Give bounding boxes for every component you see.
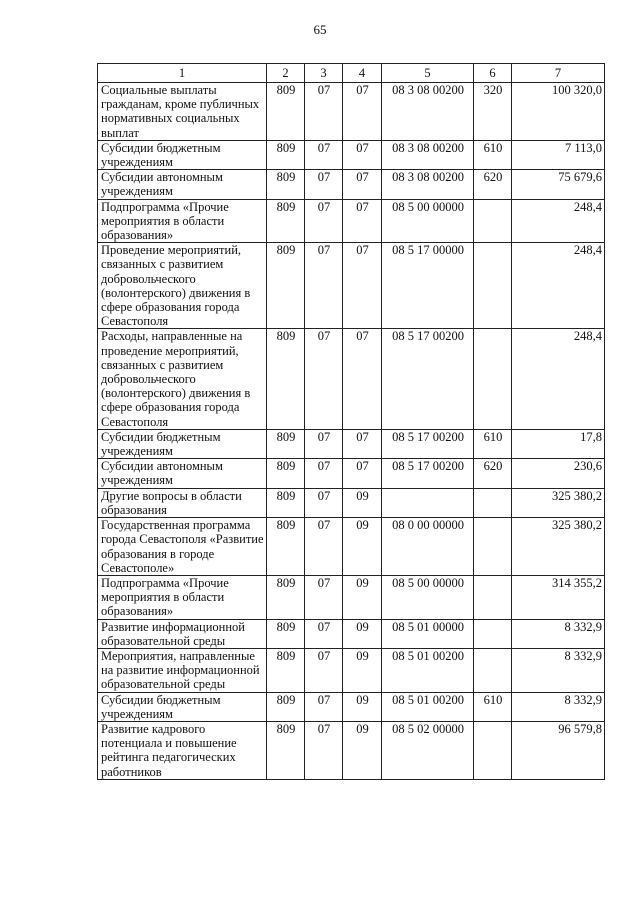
row-section-cell: 07 [305, 199, 343, 243]
row-section-cell: 07 [305, 488, 343, 517]
row-amount-cell: 8 332,9 [512, 619, 605, 648]
row-section-cell: 07 [305, 170, 343, 199]
row-ved-cell: 809 [267, 329, 305, 429]
row-expense-type-cell [474, 243, 512, 329]
row-amount-cell: 248,4 [512, 199, 605, 243]
table-row [98, 692, 605, 721]
page-number: 65 [313, 22, 327, 37]
row-amount-cell: 248,4 [512, 243, 605, 329]
table-row [98, 721, 605, 779]
row-name-cell: Развитие информационной образовательной среды [98, 619, 267, 648]
row-ved-cell: 809 [267, 199, 305, 243]
row-ved-cell: 809 [267, 721, 305, 779]
row-target-article-cell: 08 5 01 00200 [382, 692, 474, 721]
row-target-article-cell: 08 5 02 00000 [382, 721, 474, 779]
row-amount-cell: 17,8 [512, 429, 605, 458]
row-expense-type-cell: 620 [474, 170, 512, 199]
row-amount-cell: 100 320,0 [512, 83, 605, 141]
row-section-cell: 07 [305, 459, 343, 488]
table-row [98, 170, 605, 199]
row-subsection-cell: 07 [343, 329, 382, 429]
row-name-cell: Социальные выплаты гражданам, кроме публичных нормативных социальных выплат [98, 83, 267, 141]
header-col-5: 5 [382, 64, 474, 83]
row-name-cell: Субсидии бюджетным учреждениям [98, 692, 267, 721]
row-amount-cell: 325 380,2 [512, 488, 605, 517]
row-expense-type-cell: 610 [474, 429, 512, 458]
row-section-cell: 07 [305, 619, 343, 648]
table-row [98, 199, 605, 243]
row-section-cell: 07 [305, 83, 343, 141]
budget-table [97, 63, 605, 780]
table-row [98, 575, 605, 619]
row-target-article-cell: 08 5 00 00000 [382, 199, 474, 243]
row-target-article-cell [382, 488, 474, 517]
row-ved-cell: 809 [267, 575, 305, 619]
row-subsection-cell: 09 [343, 648, 382, 692]
row-name-cell: Субсидии автономным учреждениям [98, 459, 267, 488]
row-name-cell: Государственная программа города Севастополя «Развитие образования в городе Севастополе» [98, 518, 267, 576]
header-col-6: 6 [474, 64, 512, 83]
row-subsection-cell: 07 [343, 199, 382, 243]
row-target-article-cell: 08 5 17 00200 [382, 429, 474, 458]
row-section-cell: 07 [305, 243, 343, 329]
row-subsection-cell: 09 [343, 518, 382, 576]
row-ved-cell: 809 [267, 140, 305, 169]
row-subsection-cell: 07 [343, 83, 382, 141]
row-amount-cell: 7 113,0 [512, 140, 605, 169]
row-amount-cell: 230,6 [512, 459, 605, 488]
row-ved-cell: 809 [267, 243, 305, 329]
row-name-cell: Расходы, направленные на проведение мероприятий, связанных с развитием добровольческого (волонтерского) движения в сфере образования города Севастополя [98, 329, 267, 429]
table-row [98, 488, 605, 517]
row-target-article-cell: 08 3 08 00200 [382, 170, 474, 199]
row-section-cell: 07 [305, 429, 343, 458]
row-ved-cell: 809 [267, 648, 305, 692]
row-expense-type-cell [474, 199, 512, 243]
row-expense-type-cell: 620 [474, 459, 512, 488]
header-col-1: 1 [98, 64, 267, 83]
row-subsection-cell: 09 [343, 721, 382, 779]
row-name-cell: Проведение мероприятий, связанных с развитием добровольческого (волонтерского) движения в сфере образования города Севастополя [98, 243, 267, 329]
table-row [98, 619, 605, 648]
table-row [98, 648, 605, 692]
row-target-article-cell: 08 5 00 00000 [382, 575, 474, 619]
row-target-article-cell: 08 0 00 00000 [382, 518, 474, 576]
row-subsection-cell: 07 [343, 170, 382, 199]
table-row [98, 243, 605, 329]
table-row [98, 518, 605, 576]
row-ved-cell: 809 [267, 619, 305, 648]
header-col-3: 3 [305, 64, 343, 83]
table-row [98, 459, 605, 488]
row-name-cell: Субсидии автономным учреждениям [98, 170, 267, 199]
row-section-cell: 07 [305, 692, 343, 721]
table-row [98, 83, 605, 141]
row-expense-type-cell [474, 648, 512, 692]
row-section-cell: 07 [305, 721, 343, 779]
row-section-cell: 07 [305, 518, 343, 576]
row-ved-cell: 809 [267, 488, 305, 517]
row-ved-cell: 809 [267, 83, 305, 141]
row-amount-cell: 96 579,8 [512, 721, 605, 779]
row-amount-cell: 325 380,2 [512, 518, 605, 576]
row-target-article-cell: 08 3 08 00200 [382, 83, 474, 141]
row-target-article-cell: 08 5 01 00000 [382, 619, 474, 648]
row-target-article-cell: 08 3 08 00200 [382, 140, 474, 169]
row-target-article-cell: 08 5 17 00200 [382, 459, 474, 488]
row-ved-cell: 809 [267, 429, 305, 458]
row-ved-cell: 809 [267, 459, 305, 488]
row-name-cell: Субсидии бюджетным учреждениям [98, 429, 267, 458]
row-subsection-cell: 07 [343, 140, 382, 169]
table-row [98, 429, 605, 458]
row-subsection-cell: 09 [343, 488, 382, 517]
table-row [98, 329, 605, 429]
header-col-2: 2 [267, 64, 305, 83]
row-ved-cell: 809 [267, 518, 305, 576]
row-expense-type-cell [474, 488, 512, 517]
row-name-cell: Развитие кадрового потенциала и повышение рейтинга педагогических работников [98, 721, 267, 779]
row-amount-cell: 314 355,2 [512, 575, 605, 619]
row-amount-cell: 248,4 [512, 329, 605, 429]
row-expense-type-cell: 320 [474, 83, 512, 141]
row-expense-type-cell [474, 329, 512, 429]
row-section-cell: 07 [305, 648, 343, 692]
row-subsection-cell: 09 [343, 575, 382, 619]
table-row [98, 140, 605, 169]
row-amount-cell: 8 332,9 [512, 692, 605, 721]
row-expense-type-cell: 610 [474, 692, 512, 721]
row-subsection-cell: 07 [343, 429, 382, 458]
row-target-article-cell: 08 5 01 00200 [382, 648, 474, 692]
row-target-article-cell: 08 5 17 00200 [382, 329, 474, 429]
row-section-cell: 07 [305, 575, 343, 619]
row-amount-cell: 8 332,9 [512, 648, 605, 692]
header-col-7: 7 [512, 64, 605, 83]
row-name-cell: Другие вопросы в области образования [98, 488, 267, 517]
row-expense-type-cell [474, 721, 512, 779]
row-subsection-cell: 09 [343, 692, 382, 721]
row-expense-type-cell [474, 518, 512, 576]
row-name-cell: Субсидии бюджетным учреждениям [98, 140, 267, 169]
row-section-cell: 07 [305, 140, 343, 169]
row-amount-cell: 75 679,6 [512, 170, 605, 199]
row-subsection-cell: 07 [343, 459, 382, 488]
row-name-cell: Подпрограмма «Прочие мероприятия в области образования» [98, 199, 267, 243]
row-expense-type-cell [474, 619, 512, 648]
row-ved-cell: 809 [267, 170, 305, 199]
row-ved-cell: 809 [267, 692, 305, 721]
row-expense-type-cell: 610 [474, 140, 512, 169]
row-name-cell: Подпрограмма «Прочие мероприятия в области образования» [98, 575, 267, 619]
row-subsection-cell: 07 [343, 243, 382, 329]
row-name-cell: Мероприятия, направленные на развитие информационной образовательной среды [98, 648, 267, 692]
row-section-cell: 07 [305, 329, 343, 429]
row-target-article-cell: 08 5 17 00000 [382, 243, 474, 329]
table-header-row [98, 64, 605, 83]
row-subsection-cell: 09 [343, 619, 382, 648]
row-expense-type-cell [474, 575, 512, 619]
header-col-4: 4 [343, 64, 382, 83]
